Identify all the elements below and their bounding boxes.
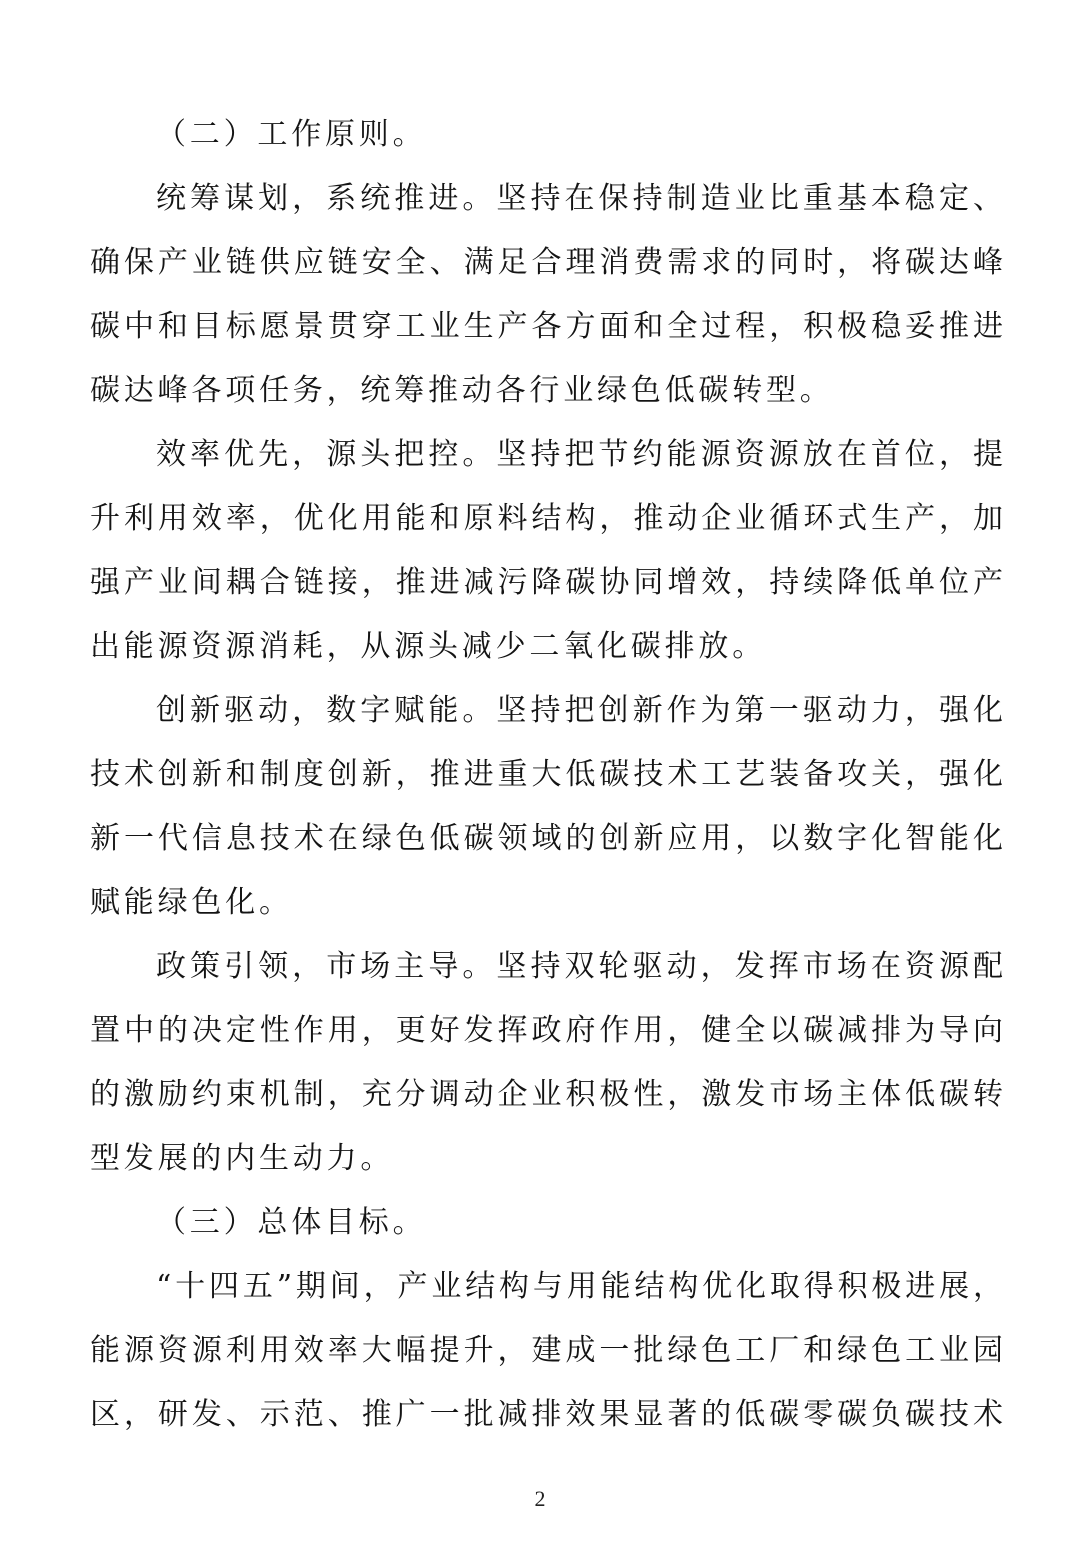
text-line: 效率优先，源头把控。坚持把节约能源资源放在首位，提 <box>156 437 1003 472</box>
text-line: 碳中和目标愿景贯穿工业生产各方面和全过程，积极稳妥推进 <box>90 309 1003 344</box>
text-line: 的激励约束机制，充分调动企业积极性，激发市场主体低碳转 <box>90 1077 1003 1112</box>
text-line: 新一代信息技术在绿色低碳领域的创新应用，以数字化智能化 <box>90 821 1003 856</box>
text-line: 升利用效率，优化用能和原料结构，推动企业循环式生产，加 <box>90 501 1003 536</box>
text-line: 能源资源利用效率大幅提升，建成一批绿色工厂和绿色工业园 <box>90 1333 1003 1368</box>
text-line: 创新驱动，数字赋能。坚持把创新作为第一驱动力，强化 <box>156 693 1003 728</box>
text-line: 确保产业链供应链安全、满足合理消费需求的同时，将碳达峰 <box>90 245 1003 280</box>
text-line: 置中的决定性作用，更好发挥政府作用，健全以碳减排为导向 <box>90 1013 1003 1048</box>
page-number: 2 <box>534 1486 546 1511</box>
text-line: “十四五”期间，产业结构与用能结构优化取得积极进展， <box>156 1269 1003 1304</box>
section-heading: （三）总体目标。 <box>156 1205 427 1240</box>
section-heading-overall-goals <box>90 1191 1003 1255</box>
paragraph-innovation-driven <box>90 679 1003 935</box>
section-heading: （二）工作原则。 <box>156 117 427 152</box>
text-line: 政策引领，市场主导。坚持双轮驱动，发挥市场在资源配 <box>156 949 1003 984</box>
section-heading-work-principles <box>90 103 1003 167</box>
paragraph-policy-guidance <box>90 935 1003 1191</box>
paragraph-efficiency-first <box>90 423 1003 679</box>
document-body <box>90 103 1003 1447</box>
text-line: 出能源资源消耗，从源头减少二氧化碳排放。 <box>90 629 766 664</box>
paragraph-fourteenth-five-year <box>90 1255 1003 1447</box>
text-line: 型发展的内生动力。 <box>90 1141 395 1176</box>
text-line: 技术创新和制度创新，推进重大低碳技术工艺装备攻关，强化 <box>90 757 1003 792</box>
text-line: 赋能绿色化。 <box>90 885 293 920</box>
paragraph-overall-planning <box>90 167 1003 423</box>
text-line: 统筹谋划，系统推进。坚持在保持制造业比重基本稳定、 <box>156 181 1003 216</box>
text-line: 区，研发、示范、推广一批减排效果显著的低碳零碳负碳技术 <box>90 1397 1003 1432</box>
text-line: 强产业间耦合链接，推进减污降碳协同增效，持续降低单位产 <box>90 565 1003 600</box>
text-line: 碳达峰各项任务，统筹推动各行业绿色低碳转型。 <box>90 373 834 408</box>
